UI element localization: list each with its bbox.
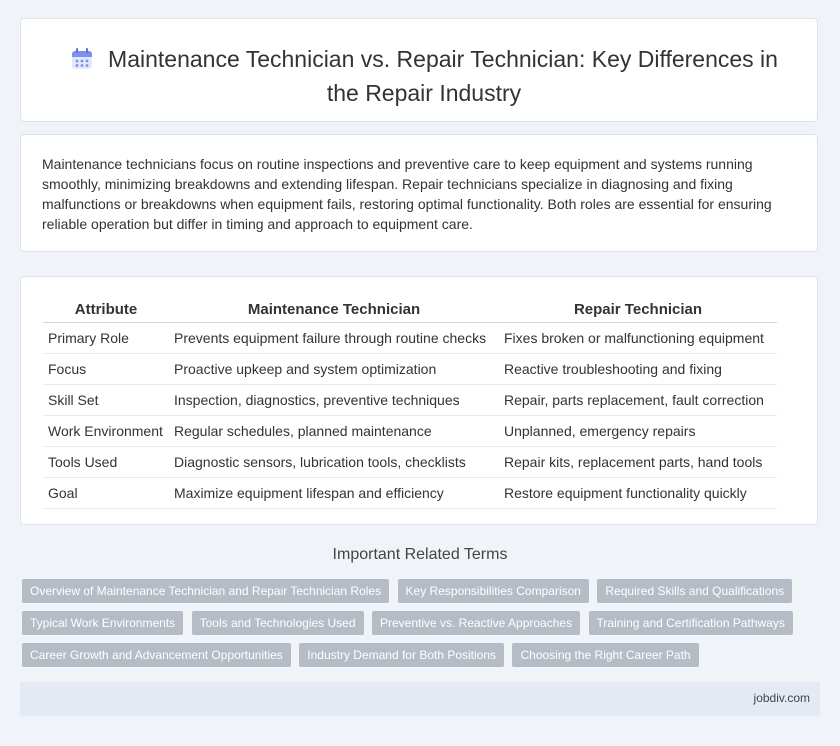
repair-cell: Repair, parts replacement, fault correction bbox=[499, 385, 777, 416]
table-row bbox=[43, 354, 777, 385]
repair-cell: Repair kits, replacement parts, hand tools bbox=[499, 447, 777, 478]
related-term-tag[interactable]: Choosing the Right Career Path bbox=[512, 643, 698, 667]
maintenance-cell: Prevents equipment failure through routine checks bbox=[169, 323, 499, 354]
attribute-cell: Primary Role bbox=[43, 323, 169, 354]
footer-site-link[interactable]: jobdiv.com bbox=[753, 691, 810, 705]
repair-cell: Restore equipment functionality quickly bbox=[499, 478, 777, 509]
title-wrap bbox=[51, 44, 797, 108]
intro-text: Maintenance technicians focus on routine inspections and preventive care to keep equipment and systems running smoothly, minimizing breakdowns and extending lifespan. Repair technicians specialize in diagnosing and fixing malfunctions or breakdowns when equipment fails, restoring optimal functionality. Both roles are essential for ensuring reliable operation but differ in timing and approach to equipment care. bbox=[42, 156, 772, 232]
footer bbox=[20, 682, 820, 716]
related-term-tag[interactable]: Key Responsibilities Comparison bbox=[398, 579, 589, 603]
header-maintenance: Maintenance Technician bbox=[169, 296, 499, 323]
related-term-tag[interactable]: Tools and Technologies Used bbox=[192, 611, 364, 635]
attribute-cell: Work Environment bbox=[43, 416, 169, 447]
attribute-cell: Focus bbox=[43, 354, 169, 385]
header-repair: Repair Technician bbox=[499, 296, 777, 323]
calendar-icon bbox=[70, 47, 94, 78]
maintenance-cell: Diagnostic sensors, lubrication tools, checklists bbox=[169, 447, 499, 478]
related-term-tag[interactable]: Industry Demand for Both Positions bbox=[299, 643, 504, 667]
repair-cell: Unplanned, emergency repairs bbox=[499, 416, 777, 447]
page-title-line1: Maintenance Technician vs. Repair Technician: Key Differences in bbox=[108, 46, 778, 72]
related-terms-tags bbox=[22, 579, 802, 675]
table-row bbox=[43, 447, 777, 478]
maintenance-cell: Maximize equipment lifespan and efficiency bbox=[169, 478, 499, 509]
intro-card bbox=[20, 134, 818, 252]
table-row bbox=[43, 478, 777, 509]
table-header-row bbox=[43, 296, 777, 323]
related-term-tag[interactable]: Required Skills and Qualifications bbox=[597, 579, 792, 603]
header-card bbox=[20, 18, 818, 122]
related-term-tag[interactable]: Career Growth and Advancement Opportunities bbox=[22, 643, 291, 667]
table-row bbox=[43, 323, 777, 354]
attribute-cell: Skill Set bbox=[43, 385, 169, 416]
related-term-tag[interactable]: Overview of Maintenance Technician and Repair Technician Roles bbox=[22, 579, 389, 603]
related-term-tag[interactable]: Training and Certification Pathways bbox=[589, 611, 793, 635]
table-row bbox=[43, 385, 777, 416]
attribute-cell: Goal bbox=[43, 478, 169, 509]
repair-cell: Fixes broken or malfunctioning equipment bbox=[499, 323, 777, 354]
related-term-tag[interactable]: Preventive vs. Reactive Approaches bbox=[372, 611, 580, 635]
maintenance-cell: Inspection, diagnostics, preventive techniques bbox=[169, 385, 499, 416]
maintenance-cell: Regular schedules, planned maintenance bbox=[169, 416, 499, 447]
maintenance-cell: Proactive upkeep and system optimization bbox=[169, 354, 499, 385]
comparison-card bbox=[20, 276, 818, 525]
header-attribute: Attribute bbox=[43, 296, 169, 323]
page-title-line2: the Repair Industry bbox=[326, 80, 522, 106]
page-title bbox=[51, 44, 797, 108]
table-row bbox=[43, 416, 777, 447]
comparison-table bbox=[43, 296, 777, 509]
related-term-tag[interactable]: Typical Work Environments bbox=[22, 611, 183, 635]
repair-cell: Reactive troubleshooting and fixing bbox=[499, 354, 777, 385]
related-terms-heading: Important Related Terms bbox=[332, 546, 508, 563]
attribute-cell: Tools Used bbox=[43, 447, 169, 478]
